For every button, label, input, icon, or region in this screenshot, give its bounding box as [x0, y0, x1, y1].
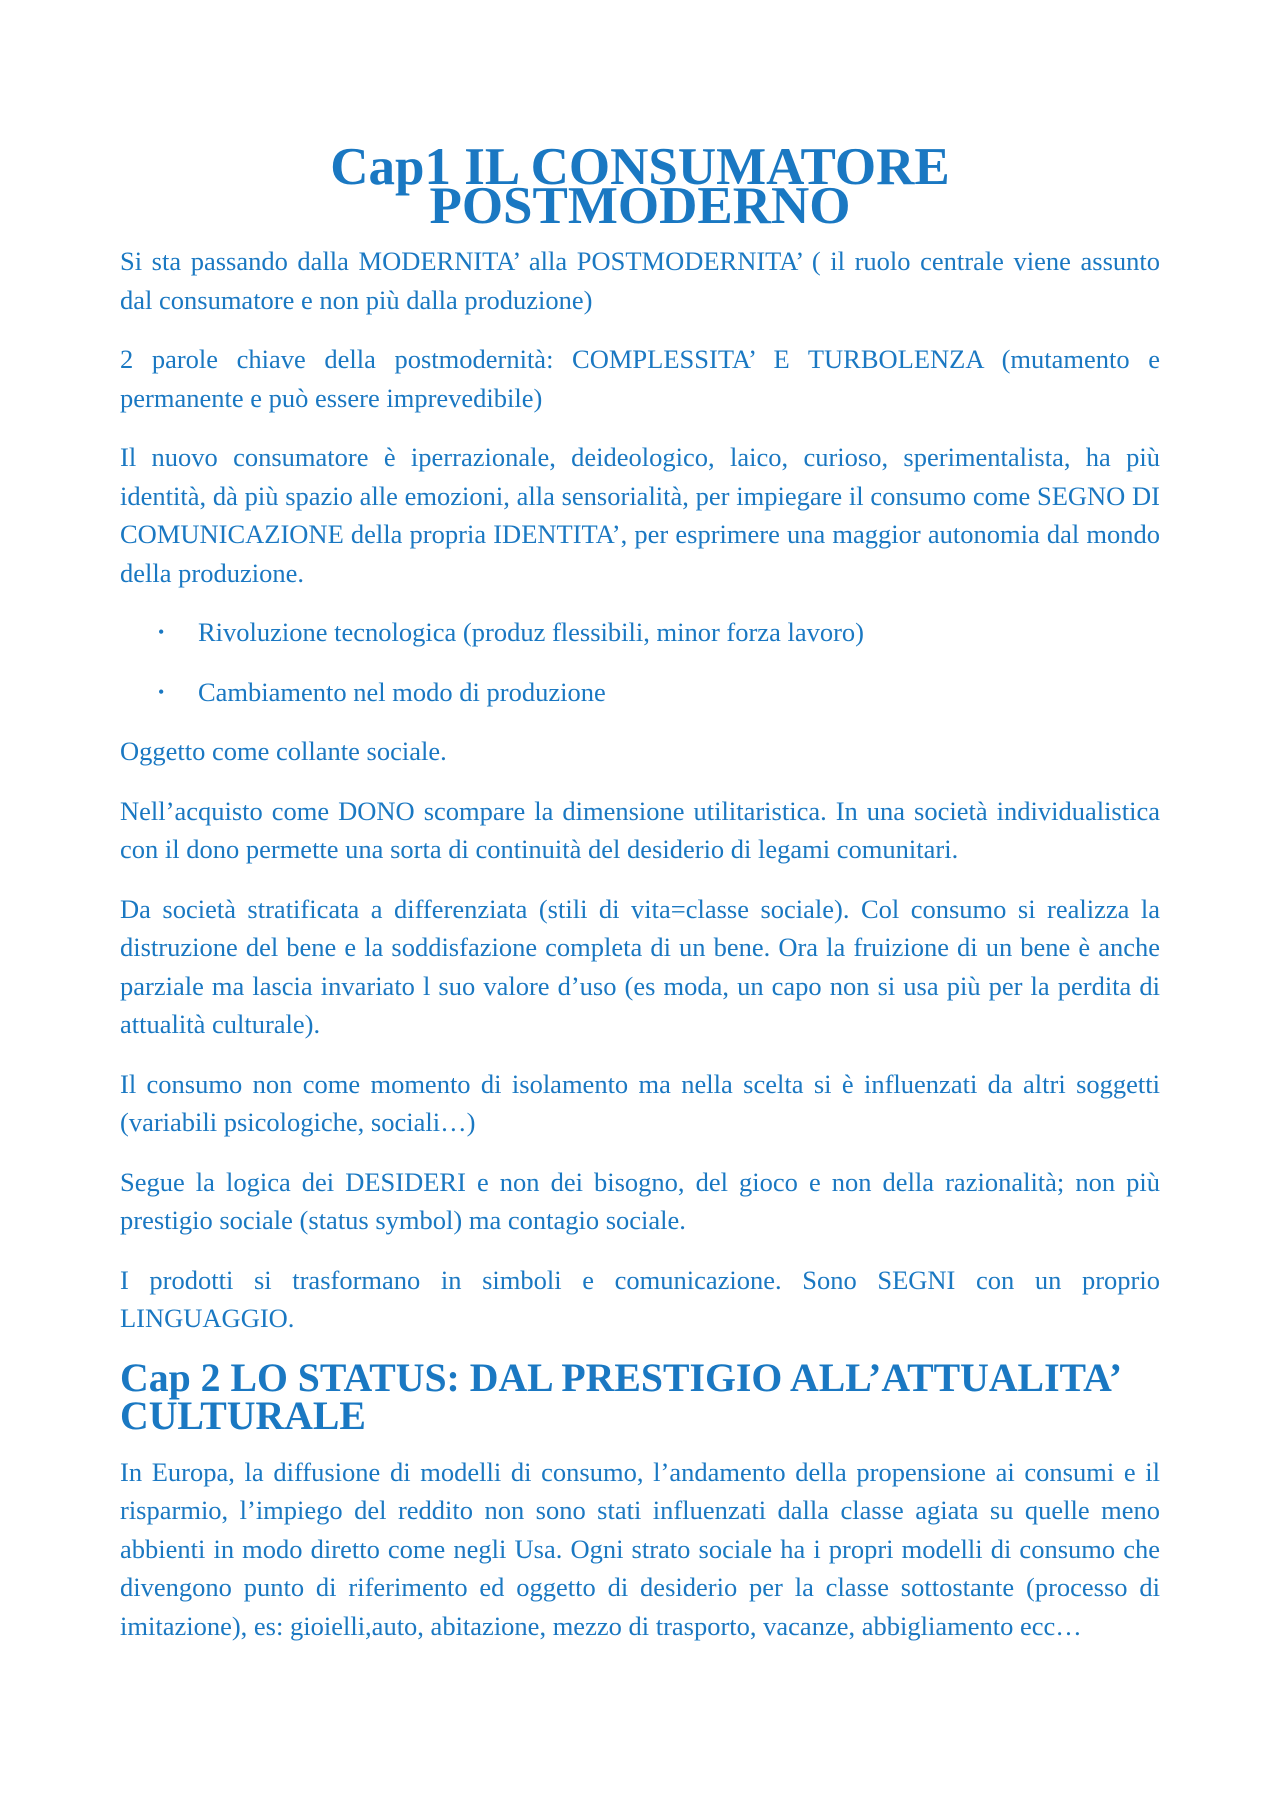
paragraph-isolation: Il consumo non come momento di isolamento ma nella scelta si è influenzati da altri soggetti (variabili psicologiche, sociali…) [120, 1068, 1160, 1137]
chapter-1-heading: Cap1 IL CONSUMATORE POSTMODERNO [330, 138, 950, 235]
bullet-item [120, 613, 1160, 652]
bullet-icon: • [158, 622, 165, 642]
bullet-text: Rivoluzione tecnologica (produz flessibili, minor forza lavoro) [198, 617, 864, 647]
bullet-item [120, 673, 1160, 712]
paragraph-new-consumer: Il nuovo consumatore è iperrazionale, deideologico, laico, curioso, sperimentalista, ha più identità, dà più spazio alle emozioni, alla sensorialità, per impiegare il consumo come SEGNO DI COMUNICAZIONE della propria IDENTITA’, per esprimere una maggior autonomia dal mondo della produzione. [120, 442, 1160, 588]
paragraph-social-glue: Oggetto come collante sociale. [120, 736, 447, 766]
paragraph-desires: Segue la logica dei DESIDERI e non dei bisogno, del gioco e non della razionalità; non più prestigio sociale (status symbol) ma contagio sociale. [120, 1166, 1160, 1235]
chapter-2-heading: Cap 2 LO STATUS: DAL PRESTIGIO ALL’ATTUALITA’ CULTURALE [120, 1355, 1120, 1438]
bullet-icon: • [158, 681, 165, 702]
bullet-list [120, 613, 1160, 711]
paragraph-gift: Nell’acquisto come DONO scompare la dimensione utilitaristica. In una società individualistica con il dono permette una sorta di continuità del desiderio di legami comunitari. [120, 795, 1160, 864]
bullet-text: Cambiamento nel modo di produzione [198, 676, 606, 707]
paragraph-modernity: Si sta passando dalla MODERNITA’ alla POSTMODERNITA’ ( il ruolo centrale viene assunto dal consumatore e non più dalla produzione) [120, 246, 1160, 315]
paragraph-keywords: 2 parole chiave della postmodernità: COMPLESSITA’ E TURBOLENZA (mutamento e permanente e può essere imprevedibile) [120, 344, 1160, 413]
document-page [120, 138, 1160, 1666]
paragraph-symbols: I prodotti si trasformano in simboli e comunicazione. Sono SEGNI con un proprio LINGUAGGIO. [120, 1264, 1160, 1333]
paragraph-stratified-society: Da società stratificata a differenziata (stili di vita=classe sociale). Col consumo si realizza la distruzione del bene e la soddisfazione completa di un bene. Ora la fruizione di un bene è anche parziale ma lascia invariato l suo valore d’uso (es moda, un capo non si usa più per la perdita di attualità culturale). [120, 893, 1160, 1039]
paragraph-europe: In Europa, la diffusione di modelli di consumo, l’andamento della propensione ai consumi e il risparmio, l’impiego del reddito non sono stati influenzati dalla classe agiata su quelle meno abbienti in modo diretto come negli Usa. Ogni strato sociale ha i propri modelli di consumo che divengono punto di riferimento ed oggetto di desiderio per la classe sottostante (processo di imitazione), es: gioielli,auto, abitazione, mezzo di trasporto, vacanze, abbigliamento ecc… [120, 1456, 1160, 1641]
